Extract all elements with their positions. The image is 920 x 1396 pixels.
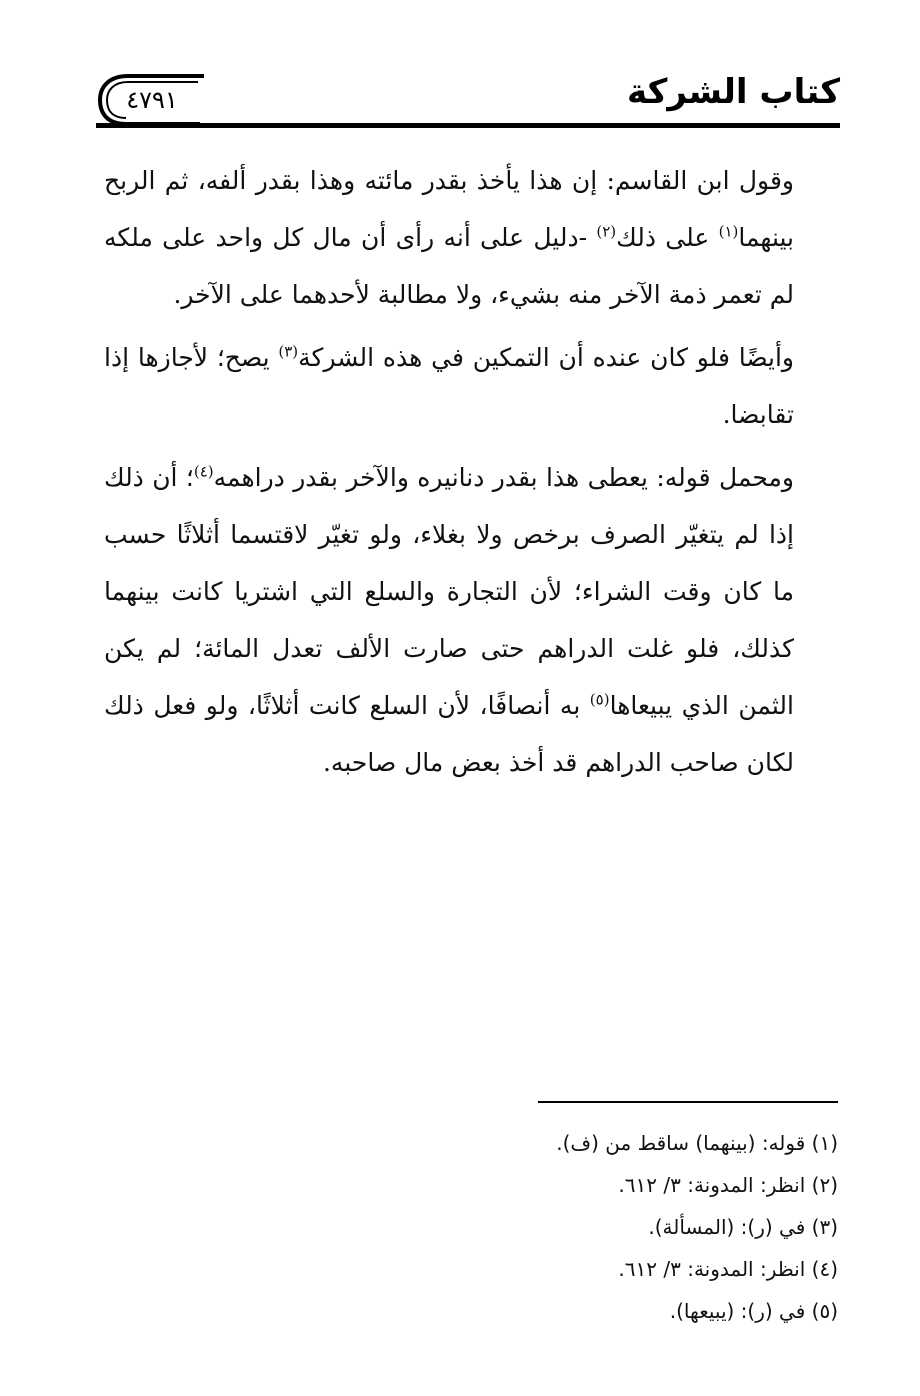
book-title: كتاب الشركة [627, 72, 840, 112]
header-divider [96, 123, 840, 128]
footnote-5: (٥) في (ر): (يبيعها). [669, 1299, 838, 1323]
footnote-2: (٢) انظر: المدونة: ٣/ ٦١٢. [618, 1173, 838, 1197]
text-run: يصح؛ لأجازها إذا تقابضا. [104, 343, 794, 429]
text-run: وقول ابن القاسم: إن هذا يأخذ بقدر مائته وهذا بقدر ألفه، ثم الربح بينهما [104, 166, 794, 252]
footnote-4: (٤) انظر: المدونة: ٣/ ٦١٢. [618, 1257, 838, 1281]
page-number: ٤٧٩١ [126, 86, 178, 114]
footnote-marker: (٤) [193, 462, 214, 481]
text-run: به أنصافًا، لأن السلع كانت أثلاثًا، ولو فعل ذلك لكان صاحب الدراهم قد أخذ بعض مال صاحبه. [104, 691, 794, 777]
paragraph-1 [104, 152, 838, 323]
text-run: ومحمل قوله: يعطى هذا بقدر دنانيره والآخر بقدر دراهمه [213, 463, 795, 492]
text-run: وأيضًا فلو كان عنده أن التمكين في هذه الشركة [298, 343, 794, 372]
footnote-marker: (٢) [596, 222, 617, 241]
text-run: -دليل على أنه رأى أن مال كل واحد على ملكه لم تعمر ذمة الآخر منه بشيء، ولا مطالبة لأحدهما على الآخر. [104, 223, 794, 309]
footnote-1: (١) قوله: (بينهما) ساقط من (ف). [556, 1131, 838, 1155]
footnotes [480, 1122, 838, 1332]
main-text [104, 152, 838, 791]
footnote-marker: (١) [718, 222, 739, 241]
paragraph-3 [104, 449, 838, 791]
footnote-3: (٣) في (ر): (المسألة). [648, 1215, 838, 1239]
footnote-divider [538, 1101, 838, 1103]
text-run: على ذلك [616, 223, 719, 252]
footnote-marker: (٥) [589, 690, 610, 709]
text-run: ؛ أن ذلك إذا لم يتغيّر الصرف برخص ولا بغلاء، ولو تغيّر لاقتسما أثلاثًا حسب ما كان وقت الشراء؛ لأن التجارة والسلع التي اشتريا كانت بينهما كذلك، فلو غلت الدراهم حتى صارت الألف تعدل المائة؛ لم يكن الثمن الذي يبيعاها [104, 463, 794, 720]
footnote-marker: (٣) [278, 342, 299, 361]
paragraph-2 [104, 329, 838, 443]
